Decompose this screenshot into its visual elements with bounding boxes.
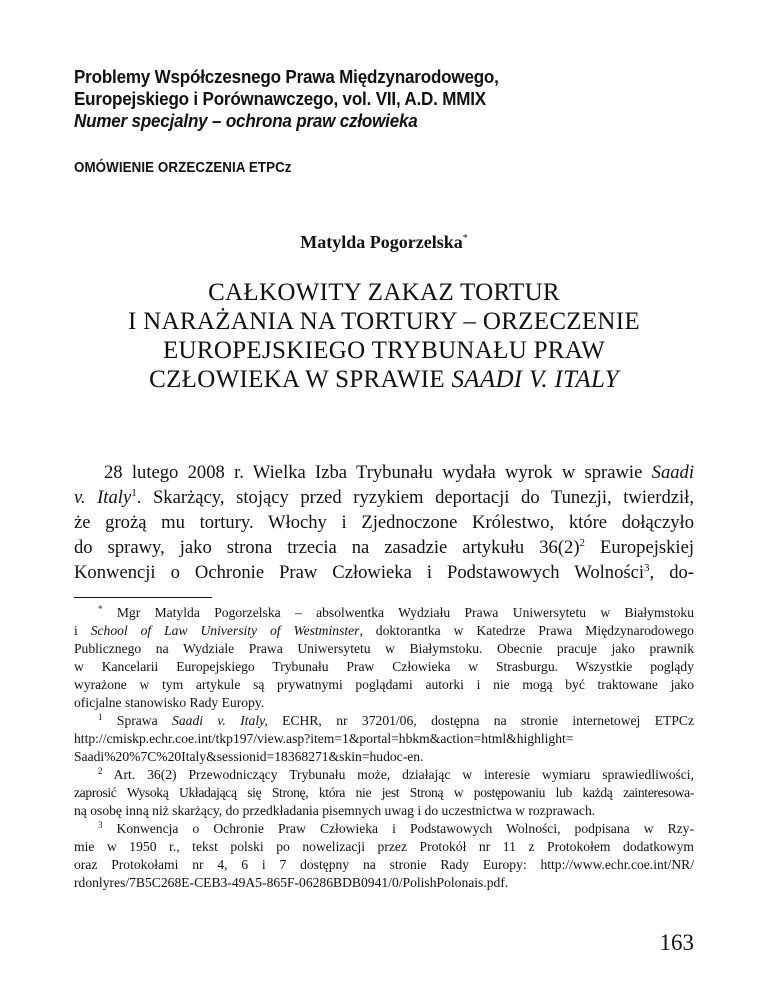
author-line — [0, 232, 768, 253]
title-line-4 — [0, 365, 768, 394]
footnote-text: , doktorantka w Katedrze Prawa Międzynarodowego — [359, 623, 694, 638]
title-case-name: SAADI V. ITALY — [451, 366, 619, 393]
footnote-line: oficjalne stanowisko Rady Europy. — [74, 695, 265, 710]
article-title — [0, 278, 768, 394]
footnote-url-line[interactable]: rdonlyres/7B5C268E-CEB3-49A5-865F-06286BDB0941/0/PolishPolonais.pdf. — [74, 875, 509, 890]
title-line-2: I NARAŻANIA NA TORTURY – ORZECZENIE — [127, 308, 640, 335]
footnote-ref[interactable]: 1 — [131, 487, 137, 499]
footnote-author — [74, 604, 694, 712]
footnote-separator — [74, 597, 212, 598]
footnote-line: zaprosić Wysoką Układającą się Stronę, która nie jest Stroną w postępowaniu lub każdą zainteresowa- — [74, 785, 694, 800]
section-label: OMÓWIENIE ORZECZENIA ETPCz — [74, 160, 292, 176]
body-text: , do- — [649, 562, 694, 583]
footnote-line: ną osobę inną niż skarżący, do przedkładania pisemnych uwag i do uczestnictwa w rozprawach. — [74, 803, 596, 818]
footnote-url-line[interactable]: oraz Protokołami nr 4, 6 i 7 dostępny na stronie Rady Europy: http://www.echr.coe.int/NR/ — [74, 857, 694, 872]
footnote-line: w Kancelarii Europejskiego Trybunału Praw Człowieka w Strasburgu. Wszystkie poglądy — [74, 659, 694, 674]
journal-issue-line: Numer specjalny – ochrona praw człowieka — [74, 110, 418, 131]
body-text: Europejskiej — [585, 537, 694, 558]
footnote-1 — [74, 712, 694, 766]
footnote-mark: 2 — [98, 766, 103, 776]
footnote-url-line[interactable]: Saadi%20%7C%20Italy&sessionid=18368271&skin=hudoc-en. — [74, 749, 424, 764]
footnote-line — [74, 712, 694, 730]
footnote-mark: 3 — [98, 820, 103, 830]
page-number: 163 — [659, 930, 694, 955]
footnote-line: mie w 1950 r., tekst polski po nowelizacji przez Protokół nr 11 z Protokołem dodatkowym — [74, 839, 694, 854]
footnote-line — [74, 766, 694, 784]
footnote-line — [74, 604, 694, 622]
footnote-line — [74, 820, 694, 838]
journal-header — [74, 66, 589, 132]
body-text: do sprawy, jako strona trzecia na zasadzie artykułu 36(2) — [74, 537, 580, 558]
footnotes — [74, 604, 694, 892]
footnote-text: Mgr Matylda Pogorzelska – absolwentka Wydziału Prawa Uniwersytetu w Białymstoku — [102, 605, 694, 620]
journal-title-line-1: Problemy Współczesnego Prawa Międzynarodowego, — [74, 66, 499, 87]
title-line-3: EUROPEJSKIEGO TRYBUNAŁU PRAW — [162, 337, 606, 364]
body-text: 28 lutego 2008 r. Wielka Izba Trybunału wydała wyrok w sprawie — [104, 462, 652, 483]
footnote-mark: 1 — [98, 712, 103, 722]
title-line-1: CAŁKOWITY ZAKAZ TORTUR — [208, 279, 560, 306]
body-line-1 — [74, 460, 694, 485]
author-name: Matylda Pogorzelska — [300, 232, 463, 252]
footnote-mark: * — [98, 604, 103, 614]
case-name-italic: v. Italy — [74, 487, 132, 508]
footnote-text: Art. 36(2) Przewodniczący Trybunału może, działając w interesie wymiaru sprawiedliwości, — [102, 767, 694, 782]
footnote-line: wyrażone w tym artykule są prywatnymi poglądami autorki i nie mogą być traktowane jako — [74, 677, 694, 692]
footnote-line — [74, 622, 694, 640]
footnote-text: i — [74, 623, 91, 638]
footnote-italic: School of Law University of Westminster — [90, 623, 360, 638]
body-line-2 — [74, 485, 694, 510]
case-name-italic: Saadi — [651, 462, 694, 483]
footnote-line: Publicznego na Wydziale Prawa Uniwersytetu w Białymstoku. Obecnie pracuje jako prawnik — [74, 641, 694, 656]
footnote-2 — [74, 766, 694, 820]
footnote-3 — [74, 820, 694, 892]
footnote-url-line[interactable]: http://cmiskp.echr.coe.int/tkp197/view.asp?item=1&portal=hbkm&action=html&highlight= — [74, 731, 574, 746]
body-text: . Skarżący, stojący przed ryzykiem deportacji do Tunezji, twierdził, — [136, 487, 694, 508]
footnote-text: Sprawa — [102, 713, 173, 728]
title-line-4-text: CZŁOWIEKA W SPRAWIE — [149, 366, 452, 393]
footnote-text: Konwencja o Ochronie Praw Człowieka i Podstawowych Wolności, podpisana w Rzy- — [102, 821, 694, 836]
body-line-3: że grożą mu tortury. Włochy i Zjednoczone Królestwo, które dołączyło — [74, 512, 694, 533]
footnote-text: ECHR, nr 37201/06, dostępna na stronie internetowej ETPCz — [267, 713, 694, 728]
footnote-ref[interactable]: 3 — [644, 562, 650, 574]
body-line-4 — [74, 535, 694, 560]
body-text: Konwencji o Ochronie Praw Człowieka i Podstawowych Wolności — [74, 562, 645, 583]
footnote-italic: Saadi v. Italy, — [172, 713, 268, 728]
author-footnote-mark: * — [462, 233, 468, 244]
footnote-ref[interactable]: 2 — [579, 537, 586, 549]
body-paragraph — [74, 460, 694, 585]
body-line-5 — [74, 560, 694, 585]
journal-title-line-2: Europejskiego i Porównawczego, vol. VII, A.D. MMIX — [74, 88, 486, 109]
